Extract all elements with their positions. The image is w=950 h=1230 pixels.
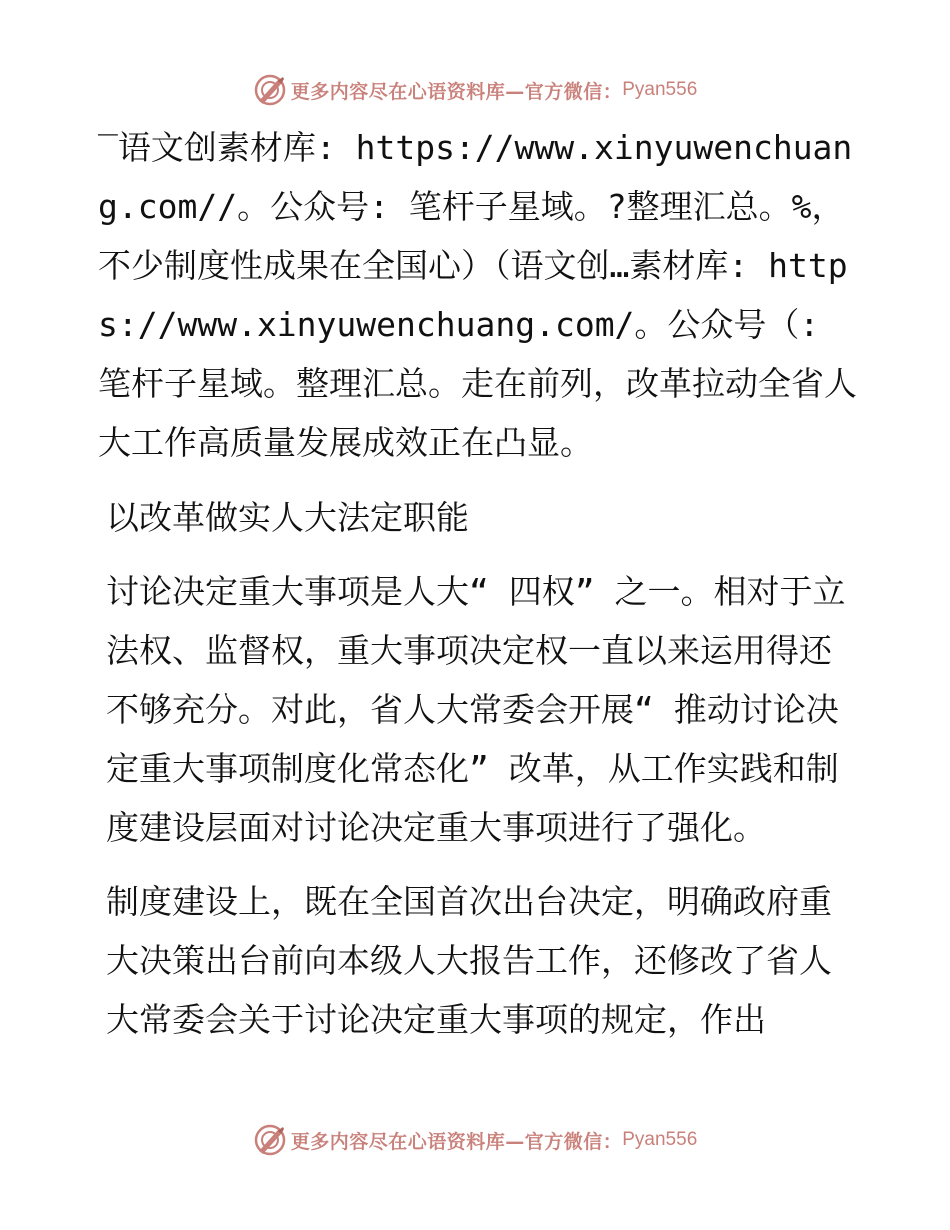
section-heading: 以改革做实人大法定职能 [106,498,469,537]
document-body [98,118,858,1064]
watermark-header [0,70,950,110]
watermark-footer [0,1120,950,1160]
logo-pen-icon [253,73,287,107]
watermark-text: 更多内容尽在心语资料库—官方微信： [290,80,623,103]
watermark-text: 更多内容尽在心语资料库—官方微信： [290,1130,623,1153]
watermark-account: Pyan556 [622,1129,698,1150]
logo-pen-icon [253,1123,287,1157]
paragraph-major-matters: 讨论决定重大事项是人大“ 四权” 之一。相对于立法权、监督权，重大事项决定权一直以来运用得还不够充分。对此，省人大常委会开展“ 推动讨论决定重大事项制度化常态化” 改革，从工作实践和制度建设层面对讨论决定重大事项进行了强化。 [106,572,846,847]
paragraph-institution-building: 制度建设上，既在全国首次出台决定，明确政府重大决策出台前向本级人大报告工作，还修改了省人大常委会关于讨论决定重大事项的规定，作出 [106,882,832,1039]
paragraph-intro: ‾语文创素材库: https://www.xinyuwenchuang.com//。公众号: 笔杆子星域。?整理汇总。%，不少制度性成果在全国心）（语文创…素材库: https://www.xinyuwenchuang.com/。公众号（: 笔杆子星域。整理汇总。走在前列，改革拉动全省人大工作高质量发展成效正在凸显。 [98,128,857,462]
watermark-account: Pyan556 [622,79,698,100]
